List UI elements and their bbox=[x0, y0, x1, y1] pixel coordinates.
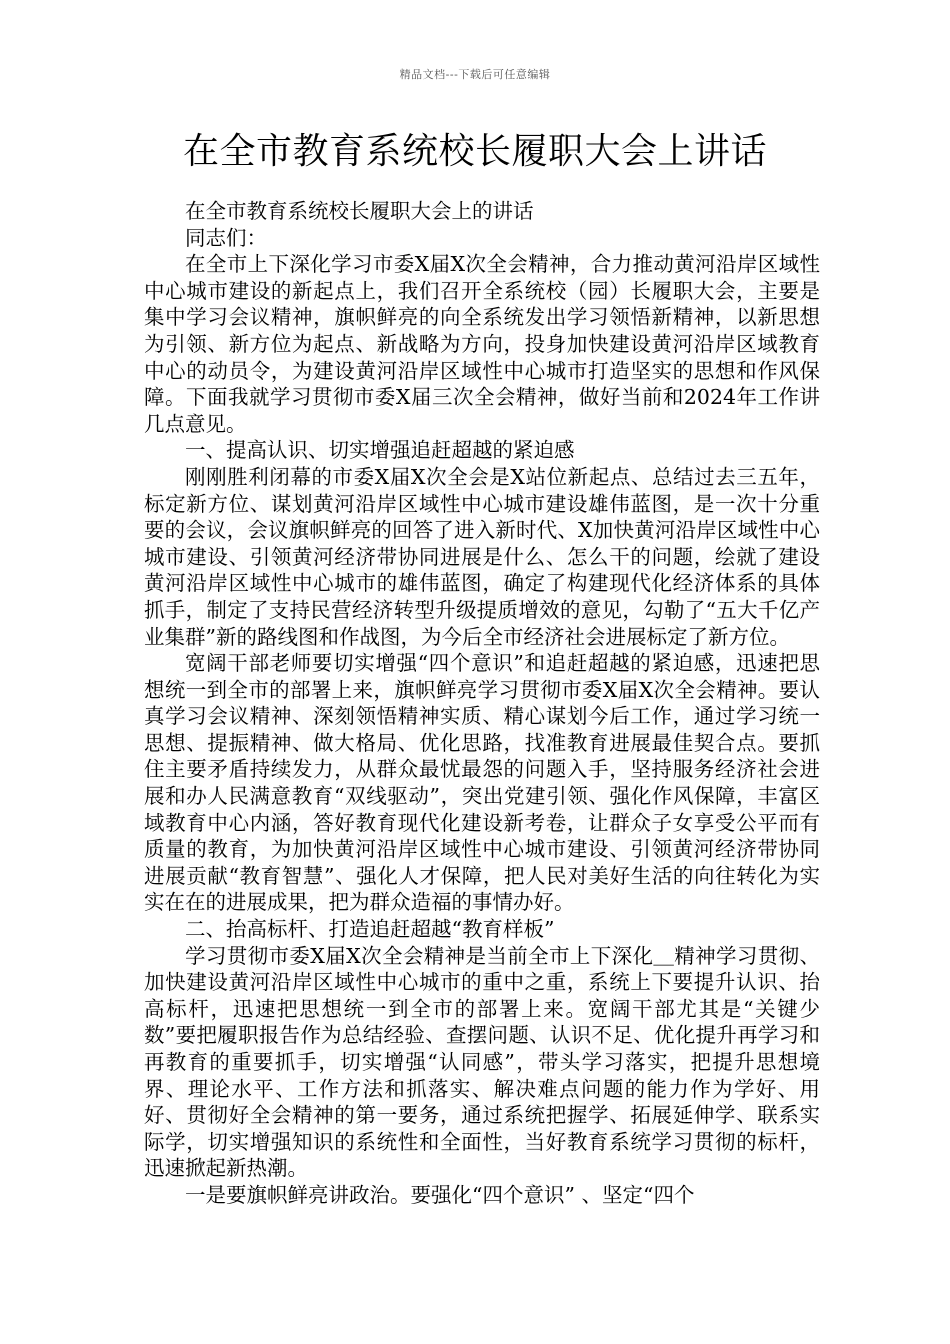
paragraph: 一是要旗帜鲜亮讲政治。要强化“四个意识” 、坚定“四个 bbox=[185, 1182, 695, 1207]
paragraph: 在全市上下深化学习市委X届X次全会精神，合力推动黄河沿岸区域性中心城市建设的新起点上，我们召开全系统校（园）长履职大会，主要是集中学习会议精神，旗帜鲜亮的向全系统发出学习领悟新精神，以新思想为引领、新方位为起点、新战略为方向，投身加快建设黄河沿岸区域教育中心的动员令，为建设黄河沿岸区域性中心城市打造坚实的思想和作风保障。下面我就学习贯彻市委X届三次全会精神，做好当前和2024年工作讲几点意见。 bbox=[144, 252, 820, 436]
paragraph-subtitle: 在全市教育系统校长履职大会上的讲话 bbox=[185, 199, 534, 223]
paragraph: 刚刚胜利闭幕的市委X届X次全会是X站位新起点、总结过去三五年，标定新方位、谋划黄河沿岸区域性中心城市建设雄伟蓝图，是一次十分重要的会议，会议旗帜鲜亮的回答了进入新时代、X加快黄河沿岸区域性中心城市建设、引领黄河经济带协同进展是什么、怎么干的问题，绘就了建设黄河沿岸区域性中心城市的雄伟蓝图，确定了构建现代化经济体系的具体抓手，制定了支持民营经济转型升级提质增效的意见，勾勒了“五大千亿产业集群”新的路线图和作战图，为今后全市经济社会进展标定了新方位。 bbox=[144, 464, 820, 649]
section-heading: 二、抬高标杆、打造追赶超越“教育样板” bbox=[185, 917, 555, 942]
paragraph: 宽阔干部老师要切实增强“四个意识”和追赶超越的紧迫感，迅速把思想统一到全市的部署上来，旗帜鲜亮学习贯彻市委X届X次全会精神。要认真学习会议精神、深刻领悟精神实质、精心谋划今后工作，通过学习统一思想、提振精神、做大格局、优化思路，找准教育进展最佳契合点。要抓住主要矛盾持续发力，从群众最忧最怨的问题入手，坚持服务经济社会进展和办人民满意教育“双线驱动”，突出党建引领、强化作风保障，丰富区域教育中心内涵，答好教育现代化建设新考卷，让群众子女享受公平而有质量的教育，为加快黄河沿岸区域性中心城市建设、引领黄河经济带协同进展贡献“教育智慧”、强化人才保障，把人民对美好生活的向往转化为实实在在的进展成果，把为群众造福的事情办好。 bbox=[144, 651, 820, 915]
header-note: 精品文档---下载后可任意编辑 bbox=[399, 68, 551, 81]
paragraph-salutation: 同志们： bbox=[185, 225, 267, 250]
paragraph: 学习贯彻市委X届X次全会精神是当前全市上下深化＿精神学习贯彻、加快建设黄河沿岸区域性中心城市的重中之重，系统上下要提升认识、抬高标杆，迅速把思想统一到全市的部署上来。宽阔干部尤其是“关键少数”要把履职报告作为总结经验、查摆问题、认识不足、优化提升再学习和再教育的重要抓手，切实增强“认同感”，带头学习落实，把提升思想境界、理论水平、工作方法和抓落实、解决难点问题的能力作为学好、用好、贯彻好全会精神的第一要务，通过系统把握学、拓展延伸学、联系实际学，切实增强知识的系统性和全面性，当好教育系统学习贯彻的标杆，迅速掀起新热潮。 bbox=[144, 943, 820, 1181]
section-heading: 一、提高认识、切实增强追赶超越的紧迫感 bbox=[185, 438, 575, 463]
document-title: 在全市教育系统校长履职大会上讲话 bbox=[182, 131, 767, 172]
document-body bbox=[144, 198, 820, 1209]
